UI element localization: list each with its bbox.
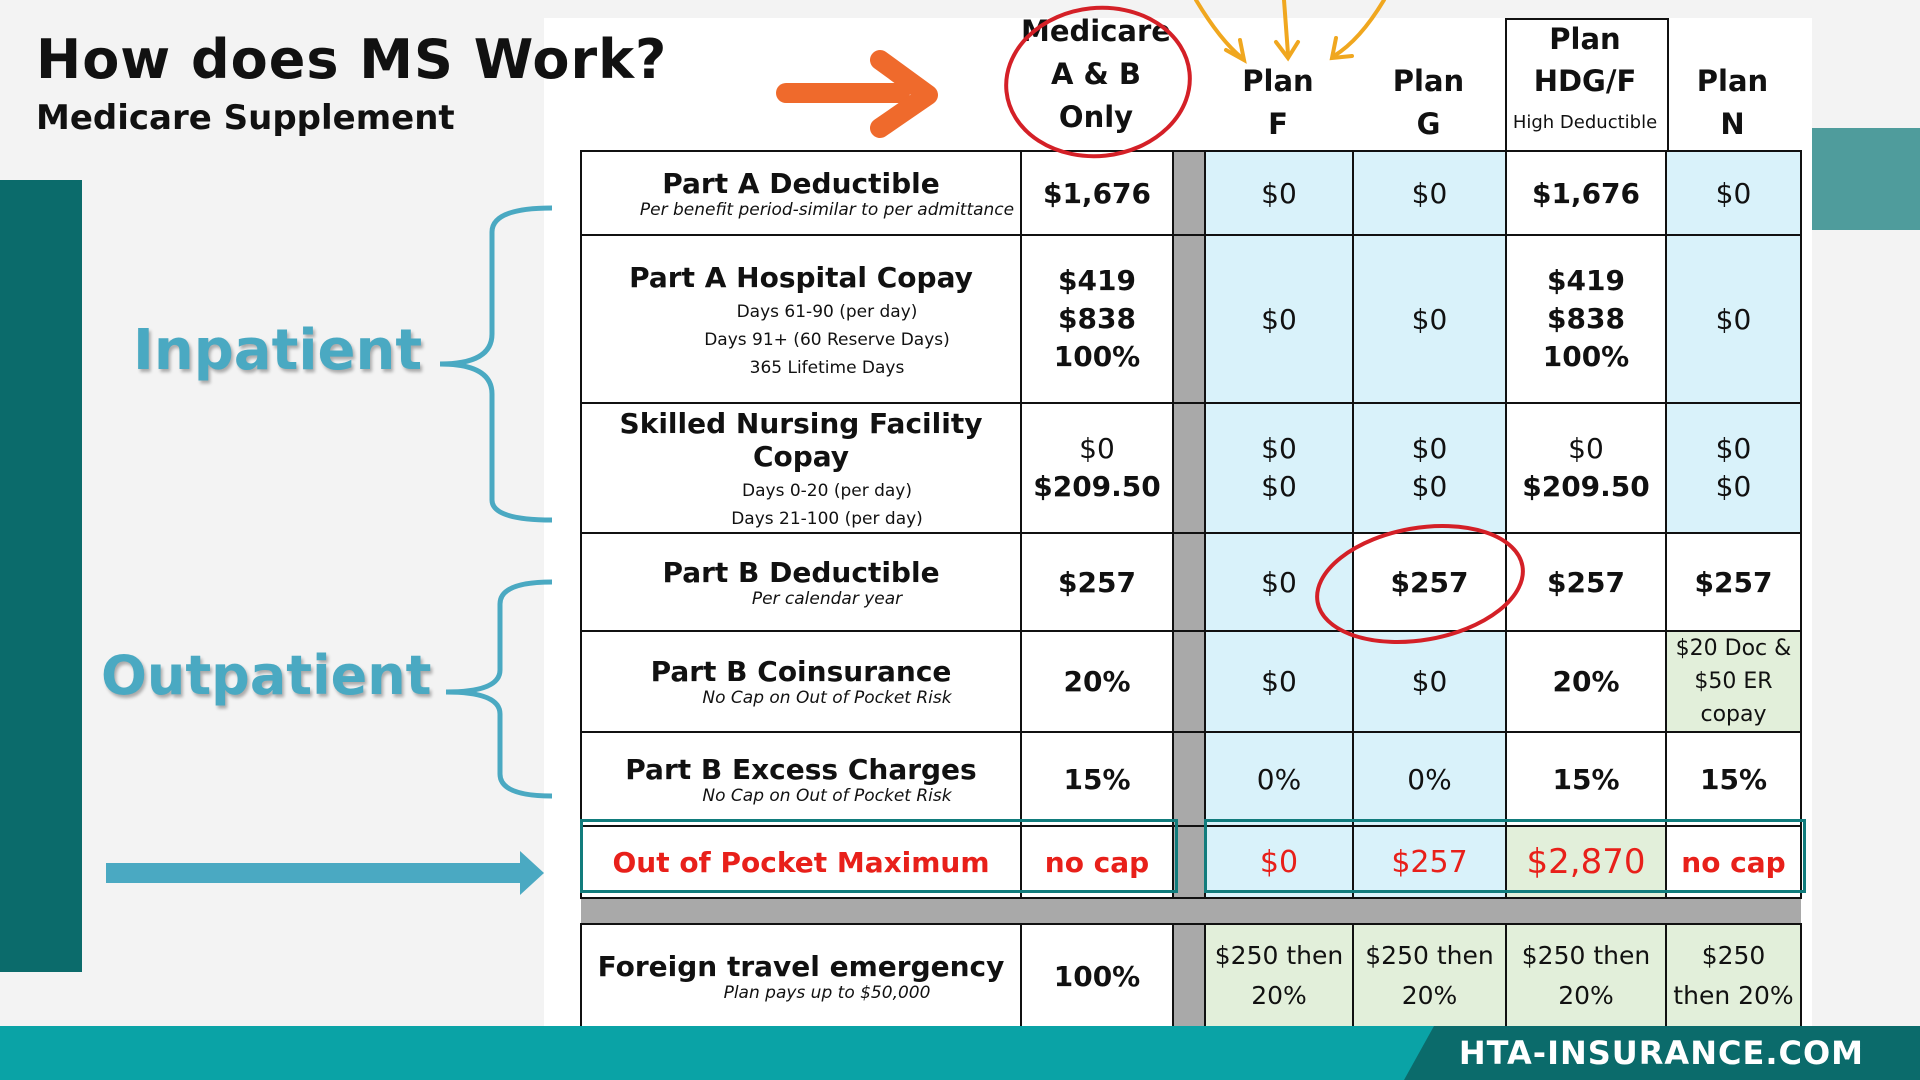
cell-plan-g: $257: [1353, 533, 1506, 631]
column-gap: [1173, 631, 1205, 732]
cell-medicare: 15%: [1021, 732, 1173, 826]
cell-plan-hdg: 15%: [1506, 732, 1666, 826]
cell-plan-f: $0: [1205, 533, 1353, 631]
table-row: [581, 533, 1801, 631]
cell-plan-hdg: $257: [1506, 533, 1666, 631]
cell-plan-n: $257: [1666, 533, 1801, 631]
table-row: [581, 924, 1801, 1028]
cell-medicare: no cap: [1021, 826, 1173, 898]
inpatient-label: Inpatient: [133, 318, 423, 383]
outpatient-label: Outpatient: [101, 644, 432, 707]
cell-plan-g: $257: [1353, 826, 1506, 898]
page-subtitle: Medicare Supplement: [36, 98, 455, 138]
cell-plan-hdg: 20%: [1506, 631, 1666, 732]
cell-plan-n: 15%: [1666, 732, 1801, 826]
cell-plan-f: $0: [1205, 151, 1353, 235]
table-row: [581, 235, 1801, 403]
cell-plan-n: $250 then 20%: [1666, 924, 1801, 1028]
oop-highlight-box-right: [1204, 819, 1806, 893]
cell-medicare: $0 $209.50: [1021, 403, 1173, 533]
cell-plan-f: 0%: [1205, 732, 1353, 826]
left-accent-bar: [0, 180, 82, 972]
oop-arrow-icon: [106, 851, 544, 895]
oop-highlight-box-left: [580, 819, 1178, 893]
cell-plan-g: $250 then 20%: [1353, 924, 1506, 1028]
cell-plan-hdg: $1,676: [1506, 151, 1666, 235]
cell-plan-hdg: $250 then 20%: [1506, 924, 1666, 1028]
header-plan-g: Plan G: [1392, 64, 1465, 141]
column-gap: [1173, 151, 1205, 235]
cell-plan-n: $0: [1666, 235, 1801, 403]
table-row: [581, 151, 1801, 235]
table-row: [581, 732, 1801, 826]
page-title: How does MS Work?: [36, 28, 668, 91]
cell-plan-hdg: $419 $838 100%: [1506, 235, 1666, 403]
cell-medicare: $1,676: [1021, 151, 1173, 235]
cell-plan-n: $0 $0: [1666, 403, 1801, 533]
cell-plan-g: 0%: [1353, 732, 1506, 826]
cell-plan-hdg: $0 $209.50: [1506, 403, 1666, 533]
row-label: Out of Pocket Maximum: [581, 826, 1021, 898]
cell-medicare: $257: [1021, 533, 1173, 631]
row-label: Part B Deductible Per calendar year: [581, 533, 1021, 631]
cell-medicare: 100%: [1021, 924, 1173, 1028]
row-label: Part A Deductible Per benefit period-similar to per admittance: [581, 151, 1021, 235]
column-gap: [1173, 403, 1205, 533]
cell-plan-n: $0: [1666, 151, 1801, 235]
column-gap: [1173, 533, 1205, 631]
column-gap: [1173, 924, 1205, 1028]
table-row: [581, 631, 1801, 732]
table-row: [581, 403, 1801, 533]
inpatient-bracket: [440, 208, 552, 520]
column-gap: [1173, 732, 1205, 826]
right-accent-block: [1806, 128, 1920, 230]
outpatient-bracket: [446, 582, 552, 796]
header-plan-n: Plan N: [1696, 64, 1769, 141]
cell-plan-g: $0: [1353, 151, 1506, 235]
row-label: Part B Coinsurance No Cap on Out of Pocket Risk: [581, 631, 1021, 732]
footer-website-link[interactable]: HTA-INSURANCE.COM: [1458, 1034, 1864, 1072]
cell-plan-f: $0 $0: [1205, 403, 1353, 533]
header-plan-f: Plan F: [1242, 64, 1314, 141]
cell-plan-g: $0: [1353, 235, 1506, 403]
cell-plan-f: $250 then 20%: [1205, 924, 1353, 1028]
cell-plan-n: no cap: [1666, 826, 1801, 898]
header-medicare: Medicare A & B Only: [1021, 14, 1171, 134]
cell-plan-n: $20 Doc & $50 ER copay: [1666, 631, 1801, 732]
cell-plan-g: $0 $0: [1353, 403, 1506, 533]
cell-plan-f: $0: [1205, 235, 1353, 403]
cell-plan-hdg: $2,870: [1506, 826, 1666, 898]
cell-plan-f: $0: [1205, 631, 1353, 732]
cell-medicare: $419 $838 100%: [1021, 235, 1173, 403]
plan-comparison-table: [580, 150, 1802, 1029]
row-label: Skilled Nursing Facility Copay Days 0-20 (per day) Days 21-100 (per day): [581, 403, 1021, 533]
table-separator-row: [581, 898, 1801, 924]
row-label: Part B Excess Charges No Cap on Out of Pocket Risk: [581, 732, 1021, 826]
column-gap: [1173, 235, 1205, 403]
cell-medicare: 20%: [1021, 631, 1173, 732]
row-label: Part A Hospital Copay Days 61-90 (per day) Days 91+ (60 Reserve Days) 365 Lifetime Days: [581, 235, 1021, 403]
row-label: Foreign travel emergency Plan pays up to $50,000: [581, 924, 1021, 1028]
cell-plan-g: $0: [1353, 631, 1506, 732]
header-plan-hdg: Plan HDG/F High Deductible: [1512, 22, 1658, 133]
cell-plan-f: $0: [1205, 826, 1353, 898]
